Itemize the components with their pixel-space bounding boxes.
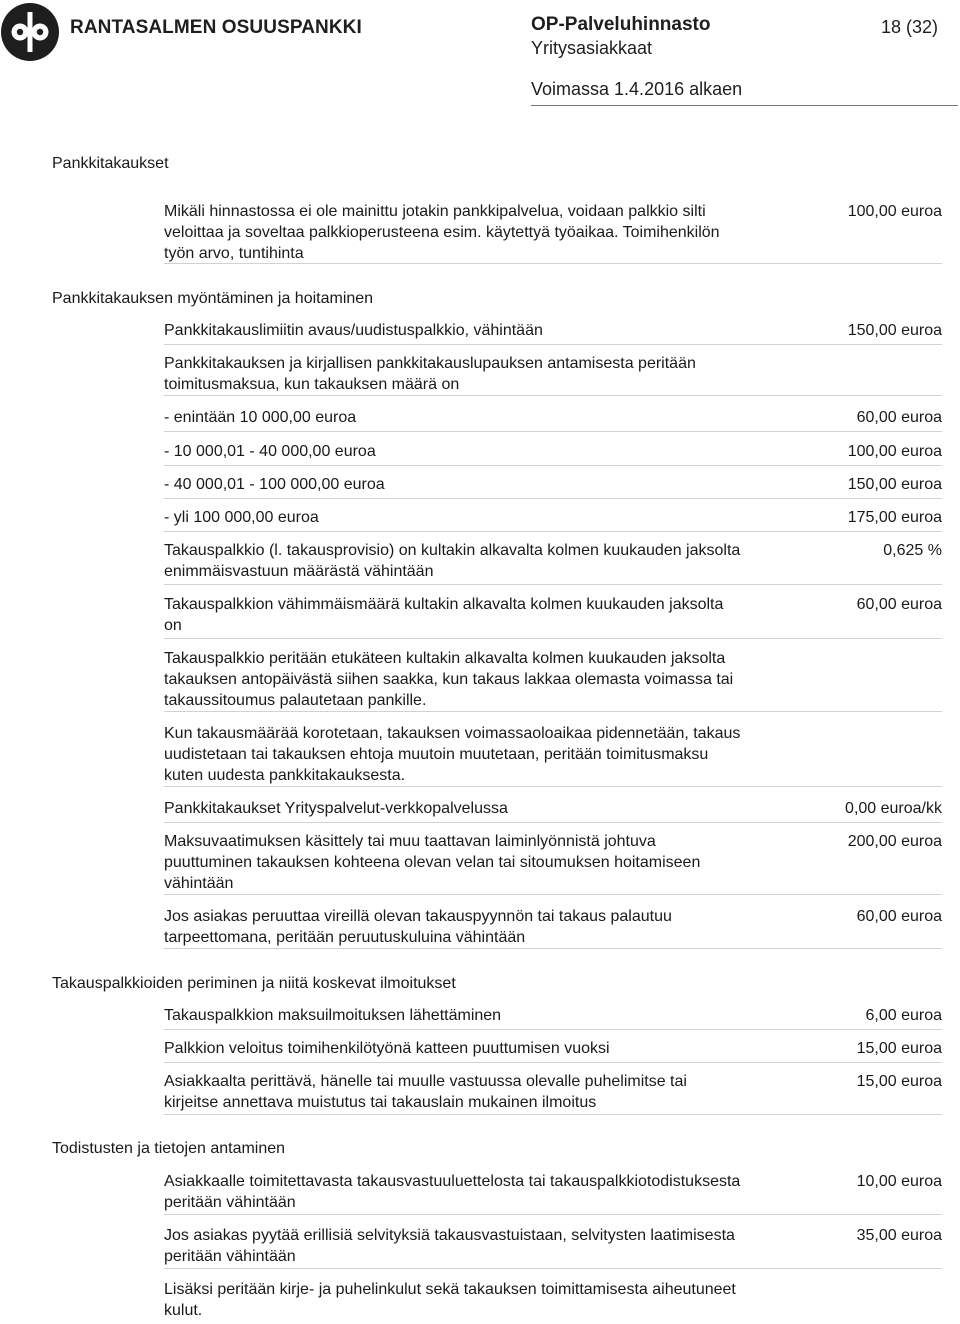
row-description: Asiakkaalle toimitettavasta takausvastuuluettelosta tai takauspalkkiotodistuksesta peritään vähintään (164, 1173, 741, 1211)
price-row (164, 1005, 942, 1030)
row-description: Asiakkaalta perittävä, hänelle tai muulle vastuussa olevalle puhelimitse tai kirjeitse annettava muistutus tai takauslain mukainen ilmoitus (164, 1073, 687, 1111)
price-row (164, 201, 942, 264)
header-divider (531, 105, 958, 106)
section-heading: Pankkitakaukset (52, 155, 169, 172)
row-price: 60,00 euroa (856, 596, 942, 613)
row-description: Maksuvaatimuksen käsittely tai muu taattavan laiminlyönnistä johtuva puuttuminen takauksen kohteena olevan velan tai sitoumuksen hoitamiseen vähintään (164, 833, 701, 892)
row-price: 60,00 euroa (856, 908, 942, 925)
row-description: Takauspalkkion vähimmäismäärä kultakin alkavalta kolmen kuukauden jaksolta on (164, 596, 724, 634)
row-description: Kun takausmäärää korotetaan, takauksen voimassaoloaikaa pidennetään, takaus uudistetaan tai takauksen ehtoja muutoin muutetaan, peritään toimitusmaksu kuten uudesta pankkitakauksesta. (164, 725, 741, 784)
row-price: 150,00 euroa (847, 476, 942, 493)
price-row (164, 1171, 942, 1215)
price-row (164, 540, 942, 585)
row-description: - 10 000,01 - 40 000,00 euroa (164, 443, 376, 460)
row-description: - enintään 10 000,00 euroa (164, 409, 357, 426)
price-row (164, 1038, 942, 1063)
price-row (164, 507, 942, 532)
row-description: Pankkitakauslimiitin avaus/uudistuspalkkio, vähintään (164, 322, 543, 339)
row-description: Lisäksi peritään kirje- ja puhelinkulut sekä takauksen toimittamisesta aiheutuneet kulut. (164, 1281, 736, 1319)
row-price: 0,625 % (883, 542, 942, 559)
price-row (164, 906, 942, 949)
price-row (164, 1279, 942, 1321)
section-heading: Takauspalkkioiden periminen ja niitä koskevat ilmoitukset (52, 975, 456, 992)
row-description: Takauspalkkion maksuilmoituksen lähettäminen (164, 1007, 502, 1024)
row-price: 15,00 euroa (856, 1040, 942, 1057)
bank-name: RANTASALMEN OSUUSPANKKI (70, 17, 362, 38)
row-description: - yli 100 000,00 euroa (164, 509, 319, 526)
section-heading: Todistusten ja tietojen antaminen (52, 1140, 286, 1157)
price-list-subtitle: Yritysasiakkaat (531, 38, 653, 58)
price-row (164, 798, 942, 823)
price-row (164, 407, 942, 432)
page-number: 18 (32) (880, 17, 938, 37)
row-price: 100,00 euroa (847, 203, 942, 220)
price-row (164, 648, 942, 712)
price-row (164, 831, 942, 895)
price-row (164, 723, 942, 787)
price-row (164, 474, 942, 499)
row-description: Palkkion veloitus toimihenkilötyönä katteen puuttumisen vuoksi (164, 1040, 610, 1057)
price-row (164, 1071, 942, 1115)
price-row (164, 1225, 942, 1269)
price-row (164, 594, 942, 639)
price-list-title: OP-Palveluhinnasto (531, 14, 711, 35)
validity-date: Voimassa 1.4.2016 alkaen (531, 79, 743, 99)
row-description: Takauspalkkio peritään etukäteen kultakin alkavalta kolmen kuukauden jaksolta takauksen antopäivästä siihen saakka, kun takaus lakkaa olemasta voimassa tai takaussitoumus palautetaan pankille. (164, 650, 734, 709)
row-description: - 40 000,01 - 100 000,00 euroa (164, 476, 385, 493)
row-description: Mikäli hinnastossa ei ole mainittu jotakin pankkipalvelua, voidaan palkkio silti veloittaa ja soveltaa palkkioperusteena esim. käytettyä työaikaa. Toimihenkilön työn arvo, tuntihinta (164, 203, 720, 262)
price-row (164, 353, 942, 396)
row-price: 0,00 euroa/kk (845, 800, 942, 817)
row-price: 150,00 euroa (847, 322, 942, 339)
row-description: Jos asiakas pyytää erillisiä selvityksiä takausvastuistaan, selvitysten laatimisesta peritään vähintään (164, 1227, 735, 1265)
page-header (0, 0, 960, 108)
row-description: Pankkitakauksen ja kirjallisen pankkitakauslupauksen antamisesta peritään toimitusmaksua, kun takauksen määrä on (164, 355, 696, 393)
row-price: 200,00 euroa (847, 833, 942, 850)
row-price: 35,00 euroa (856, 1227, 942, 1244)
row-price: 100,00 euroa (847, 443, 942, 460)
row-price: 6,00 euroa (865, 1007, 942, 1024)
row-price: 60,00 euroa (856, 409, 942, 426)
row-description: Jos asiakas peruuttaa vireillä olevan takauspyynnön tai takaus palautuu tarpeettomana, peritään peruutuskuluina vähintään (164, 908, 672, 946)
row-price: 175,00 euroa (847, 509, 942, 526)
price-row (164, 441, 942, 466)
section-heading: Pankkitakauksen myöntäminen ja hoitaminen (52, 290, 374, 307)
row-description: Pankkitakaukset Yrityspalvelut-verkkopalvelussa (164, 800, 508, 817)
op-logo-icon (1, 3, 59, 61)
row-price: 10,00 euroa (856, 1173, 942, 1190)
row-price: 15,00 euroa (856, 1073, 942, 1090)
row-description: Takauspalkkio (l. takausprovisio) on kultakin alkavalta kolmen kuukauden jaksolta enimmäisvastuun määrästä vähintään (164, 542, 741, 580)
price-row (164, 320, 942, 345)
